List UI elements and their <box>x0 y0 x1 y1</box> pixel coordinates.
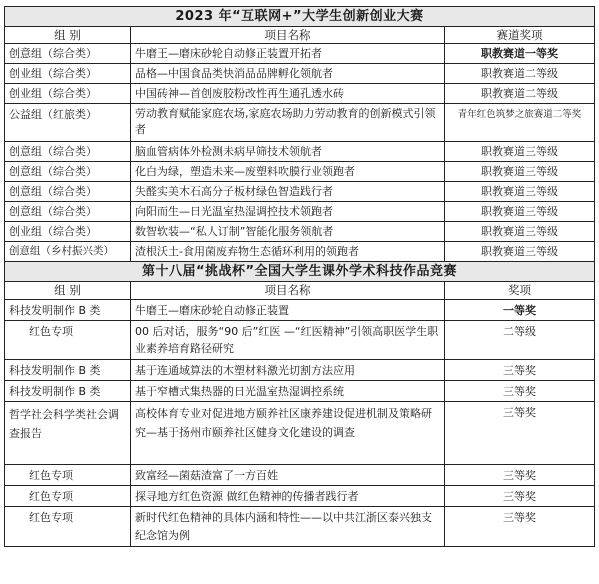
awards-sheet <box>4 6 594 547</box>
award-cell: 职教赛道三等级 <box>445 202 595 222</box>
project-cell: 劳动教育赋能家庭农场,家庭农场助力劳动教育的创新模式引领者 <box>131 104 445 142</box>
group-cell: 创业组（综合类） <box>5 84 131 104</box>
award-cell: 青年红色筑梦之旅赛道二等奖 <box>445 104 595 142</box>
group-cell: 科技发明制作 B 类 <box>5 360 131 381</box>
table-row <box>5 44 595 64</box>
project-cell: 脑血管病体外检测未病早筛技术领航者 <box>131 142 445 162</box>
section2-title-row <box>5 262 595 282</box>
group-cell: 红色专项 <box>5 486 131 507</box>
section2-header-row <box>5 282 595 300</box>
project-cell: 牛磨王—磨床砂轮自动修正装置 <box>131 300 445 321</box>
table-row <box>5 84 595 104</box>
award-cell: 职教赛道一等奖 <box>445 44 595 64</box>
award-cell: 职教赛道三等级 <box>445 222 595 242</box>
award-cell: 职教赛道三等级 <box>445 142 595 162</box>
group-cell: 公益组（红旅类） <box>5 104 131 142</box>
section1-header-row <box>5 27 595 44</box>
award-cell: 三等奖 <box>445 381 595 402</box>
header-group: 组 别 <box>5 27 131 44</box>
table-row <box>5 64 595 84</box>
group-cell: 创意组（综合类） <box>5 162 131 182</box>
group-cell: 创业组（综合类） <box>5 64 131 84</box>
award-cell: 职教赛道二等级 <box>445 64 595 84</box>
group-cell: 创意组（综合类） <box>5 44 131 64</box>
table-row <box>5 360 595 381</box>
project-cell: 探寻地方红色资源 做红色精神的传播者践行者 <box>131 486 445 507</box>
table-row <box>5 202 595 222</box>
group-cell: 创意组（乡村振兴类） <box>5 242 131 262</box>
table-row <box>5 402 595 465</box>
table-row <box>5 242 595 262</box>
project-cell: 致富经—菌菇渣富了一方百姓 <box>131 465 445 486</box>
table-row <box>5 507 595 547</box>
group-cell: 创意组（综合类） <box>5 182 131 202</box>
header-award: 奖项 <box>445 282 595 300</box>
award-cell: 职教赛道三等级 <box>445 162 595 182</box>
group-cell: 创意组（综合类） <box>5 202 131 222</box>
group-cell: 科技发明制作 B 类 <box>5 300 131 321</box>
section1-title-row <box>5 7 595 27</box>
table-row <box>5 381 595 402</box>
project-cell: 牛磨王—磨床砂轮自动修正装置开拓者 <box>131 44 445 64</box>
table-row <box>5 486 595 507</box>
table-row <box>5 321 595 360</box>
awards-table <box>4 6 595 547</box>
project-cell: 新时代红色精神的具体内涵和特性——以中共江浙区泰兴独支纪念馆为例 <box>131 507 445 547</box>
award-cell: 职教赛道三等级 <box>445 182 595 202</box>
award-cell: 三等奖 <box>445 507 595 547</box>
section2-title: 第十八届“挑战杯”全国大学生课外学术科技作品竞赛 <box>5 262 595 282</box>
section1-title: 2023 年“互联网+”大学生创新创业大赛 <box>5 7 595 27</box>
header-award: 赛道奖项 <box>445 27 595 44</box>
table-row <box>5 300 595 321</box>
project-cell: 高校体育专业对促进地方颐养社区康养建设促进机制及策略研究—基于扬州市颐养社区健身文化建设的调查 <box>131 402 445 465</box>
group-cell: 科技发明制作 B 类 <box>5 381 131 402</box>
project-cell: 化白为绿，塑造未来—废塑料吹膜行业领跑者 <box>131 162 445 182</box>
project-cell: 品格—中国食品类快消品品牌孵化领航者 <box>131 64 445 84</box>
project-cell: 基于连通域算法的木塑材料激光切割方法应用 <box>131 360 445 381</box>
table-row <box>5 465 595 486</box>
award-cell: 三等奖 <box>445 402 595 465</box>
group-cell: 红色专项 <box>5 465 131 486</box>
group-cell: 红色专项 <box>5 507 131 547</box>
table-row <box>5 104 595 142</box>
award-cell: 职教赛道二等级 <box>445 84 595 104</box>
award-cell: 二等级 <box>445 321 595 360</box>
project-cell: 向阳而生—日光温室热湿调控技术领跑者 <box>131 202 445 222</box>
group-cell: 红色专项 <box>5 321 131 360</box>
project-cell: 数智软装—“私人订制”智能化服务领航者 <box>131 222 445 242</box>
award-cell: 三等奖 <box>445 486 595 507</box>
project-cell: 失醛实美木石高分子板材绿色智造践行者 <box>131 182 445 202</box>
project-cell: 渣根沃土-食用菌废弃物生态循环利用的领跑者 <box>131 242 445 262</box>
award-cell: 一等奖 <box>445 300 595 321</box>
table-row <box>5 222 595 242</box>
award-cell: 三等奖 <box>445 465 595 486</box>
award-cell: 职教赛道三等级 <box>445 242 595 262</box>
table-row <box>5 142 595 162</box>
project-cell: 基于窄槽式集热器的日光温室热湿调控系统 <box>131 381 445 402</box>
header-group: 组 别 <box>5 282 131 300</box>
header-project: 项目名称 <box>131 282 445 300</box>
group-cell: 创业组（综合类） <box>5 222 131 242</box>
award-cell: 三等奖 <box>445 360 595 381</box>
group-cell: 哲学社会科学类社会调查报告 <box>5 402 131 465</box>
group-cell: 创意组（综合类） <box>5 142 131 162</box>
table-row <box>5 182 595 202</box>
project-cell: 中国砖神—首创废胶粉改性再生通孔透水砖 <box>131 84 445 104</box>
project-cell: 00 后对话，服务“90 后”红医 —“红医精神”引领高职医学生职业素养培育路径研究 <box>131 321 445 360</box>
header-project: 项目名称 <box>131 27 445 44</box>
table-row <box>5 162 595 182</box>
